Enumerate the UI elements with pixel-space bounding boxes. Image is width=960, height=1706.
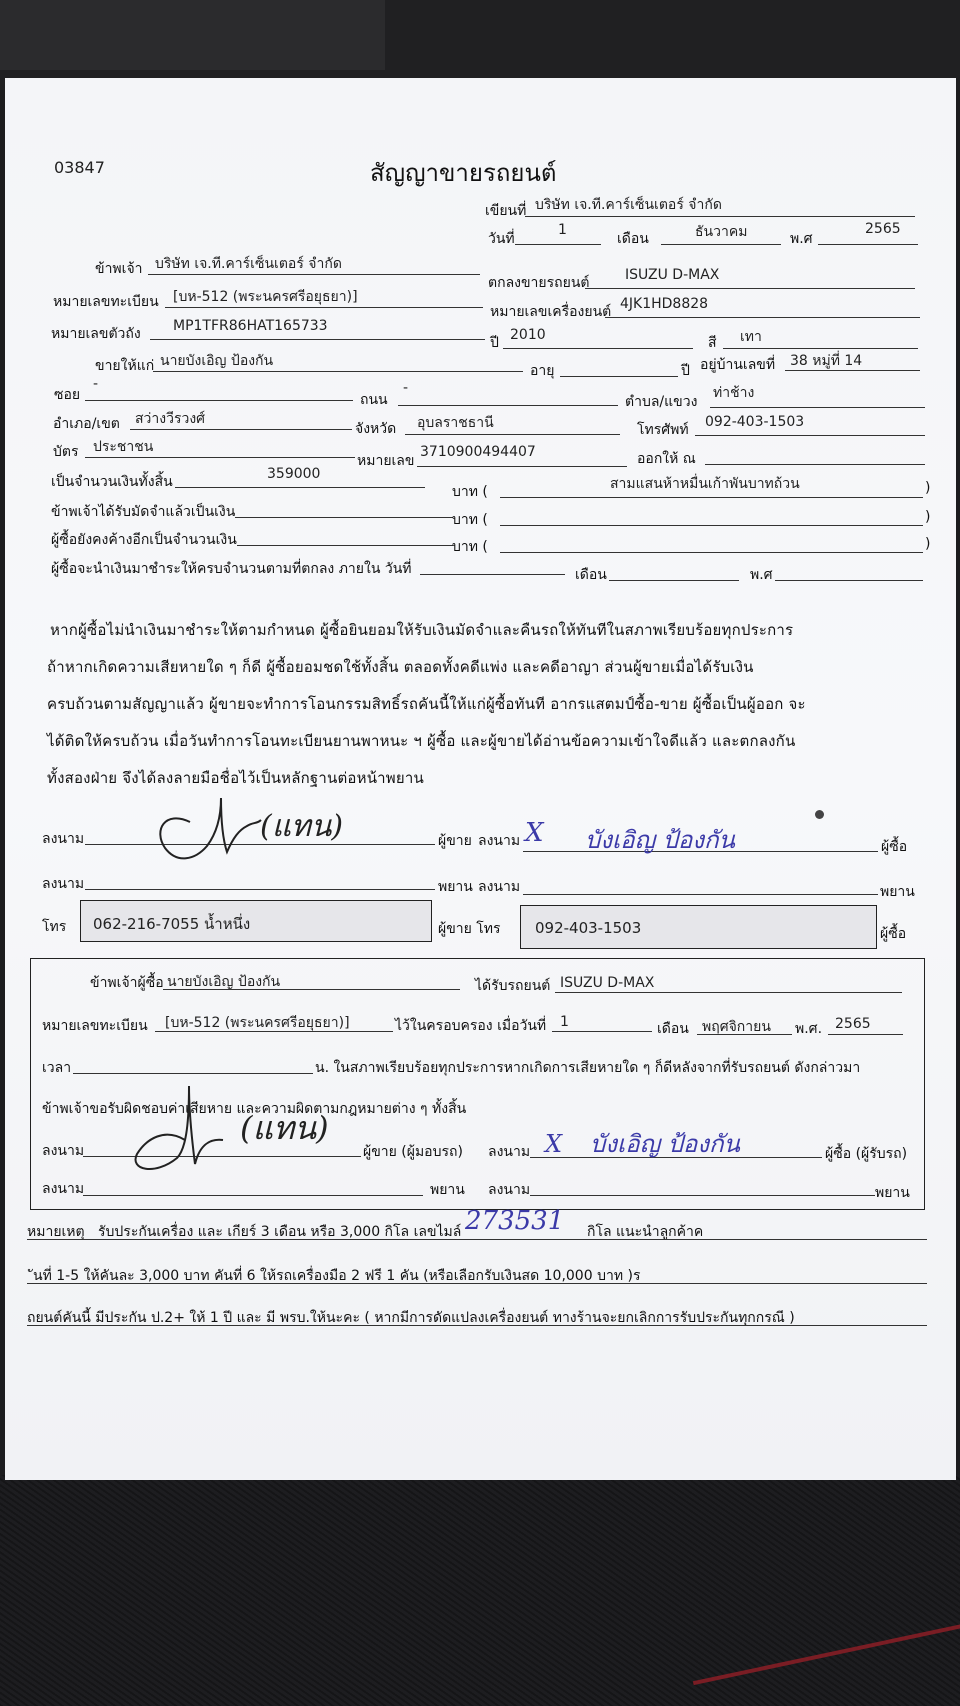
soi-value: - — [93, 376, 99, 392]
tel-label: โทร — [42, 919, 67, 935]
witness1-sign-label: ลงนาม — [42, 876, 85, 892]
district-value: สว่างวีรวงศ์ — [135, 411, 206, 427]
color-label: สี — [708, 335, 717, 351]
province-value: อุบลราชธานี — [417, 415, 494, 431]
car-model: ISUZU D-MAX — [625, 267, 720, 283]
seller-tel-label: ผู้ขาย โทร — [438, 921, 501, 937]
phone-value: 092-403-1503 — [705, 414, 805, 430]
registration-value: [บห-512 (พระนครศรีอยุธยา)] — [173, 289, 358, 305]
due-label: ผู้ซื้อจะนำเงินมาชำระให้ครบจำนวนตามที่ตกลง ภายใน วันที่ — [51, 561, 412, 577]
seller-phone: 062-216-7055 น้ำหนึ่ง — [93, 915, 251, 933]
ink-dot — [815, 810, 824, 819]
total-in-words: สามแสนห้าหมื่นเก้าพันบาทถ้วน — [610, 476, 800, 492]
dark-mat — [0, 0, 385, 70]
seller-signature-text: (แทน) — [260, 809, 344, 844]
terms-line-4: ได้ติดให้ครบถ้วน เมื่อวันทำการโอนทะเบียนยานพาหนะ ฯ ผู้ซื้อ และผู้ขายได้อ่านข้อความเข้าใจดีแล้ว และตกลงกัน — [47, 732, 796, 750]
seller-sign-label: ลงนาม — [42, 831, 85, 847]
year-value: 2565 — [865, 221, 901, 237]
receipt-reg-label: หมายเลขทะเบียน — [42, 1018, 148, 1034]
agree-label: ตกลงขายรถยนต์ — [488, 275, 590, 291]
received-label: ได้รับรถยนต์ — [475, 978, 551, 994]
day-value: 1 — [558, 222, 567, 238]
buyer-name: นายบังเอิญ ป้องกัน — [160, 353, 274, 369]
card-number: 3710900494407 — [420, 444, 536, 460]
terms-line-1: หากผู้ซื้อไม่นำเงินมาชำระให้ตามกำหนด ผู้ซื้อยินยอมให้รับเงินมัดจำและคืนรถให้ทันทีในสภาพเรียบร้อยทุกประการ — [50, 621, 794, 639]
due-month-label: เดือน — [575, 567, 607, 583]
receipt-car: ISUZU D-MAX — [560, 975, 655, 991]
address-label: อยู่บ้านเลขที่ — [700, 357, 776, 373]
total-label: เป็นจำนวนเงินทั้งสิ้น — [51, 474, 173, 490]
buyer-mark: X — [525, 818, 544, 848]
receipt-witness2-role: พยาน — [875, 1185, 910, 1201]
receipt-buyer-name: นายบังเอิญ ป้องกัน — [167, 974, 281, 990]
model-year-label: ปี — [490, 335, 499, 351]
seller-name: บริษัท เจ.ที.คาร์เซ็นเตอร์ จำกัด — [155, 256, 342, 272]
subdistrict-value: ท่าช้าง — [713, 385, 755, 401]
sell-to-label: ขายให้แก่ — [95, 358, 155, 374]
witness2-sign-label: ลงนาม — [478, 879, 521, 895]
receipt-witness1-role: พยาน — [430, 1182, 465, 1198]
receipt-day: 1 — [560, 1014, 569, 1030]
receipt-seller-signature-text: (แทน) — [240, 1109, 329, 1147]
written-at-value: บริษัท เจ.ที.คาร์เซ็นเตอร์ จำกัด — [535, 197, 722, 213]
possession-label: ไว้ในครอบครอง เมื่อวันที่ — [395, 1018, 547, 1034]
notes-line-2: ันที่ 1-5 ให้คันละ 3,000 บาท คันที่ 6 ให้รถเครื่องมือ 2 ฟรี 1 คัน (หรือเลือกรับเงินสด 10,000 บาท )ร — [33, 1268, 641, 1284]
buyer-phone-role: ผู้ซื้อ — [880, 926, 907, 942]
receipt-buyer-sign-label: ลงนาม — [488, 1144, 531, 1160]
table-surface-bottom — [0, 1475, 960, 1706]
receipt-month: พฤศจิกายน — [702, 1019, 771, 1035]
buyer-role-label: ผู้ซื้อ — [881, 839, 908, 855]
liability-text: ข้าพเจ้าขอรับผิดชอบค่าเสียหาย และความผิดตามกฎหมายต่าง ๆ ทั้งสิ้น — [42, 1101, 467, 1117]
remaining-label: ผู้ซื้อยังคงค้างอีกเป็นจำนวนเงิน — [51, 532, 237, 548]
seller-role-label: ผู้ขาย — [438, 833, 472, 849]
condition-text: น. ในสภาพเรียบร้อยทุกประการหากเกิดการเสียหายใด ๆ ก็ดีหลังจากที่รับรถยนต์ ดังกล่าวมา — [315, 1060, 861, 1076]
receipt-year-label: พ.ศ. — [795, 1021, 823, 1037]
chassis-value: MP1TFR86HAT165733 — [173, 318, 328, 334]
receipt-month-label: เดือน — [657, 1021, 689, 1037]
buyer-phone-box — [520, 905, 877, 949]
due-year-label: พ.ศ — [750, 567, 773, 583]
buyer-phone: 092-403-1503 — [535, 919, 642, 937]
witness2-role-label: พยาน — [880, 884, 915, 900]
engine-value: 4JK1HD8828 — [620, 296, 709, 312]
date-label: วันที่ — [488, 231, 515, 247]
remaining-baht-label: บาท ( — [452, 539, 488, 555]
deposit-baht-label: บาท ( — [452, 512, 488, 528]
contract-paper — [5, 78, 956, 1480]
notes-label: หมายเหตุ — [27, 1224, 85, 1240]
chassis-label: หมายเลขตัวถัง — [51, 326, 141, 342]
time-label: เวลา — [42, 1060, 72, 1076]
district-label: อำเภอ/เขต — [53, 416, 120, 432]
buyer-signature: บังเอิญ ป้องกัน — [585, 826, 735, 854]
deposit-close-paren: ) — [925, 509, 931, 525]
soi-label: ซอย — [54, 387, 81, 403]
buyer-sign-label: ลงนาม — [478, 833, 521, 849]
receipt-witness1-sign-label: ลงนาม — [42, 1181, 85, 1197]
deposit-label: ข้าพเจ้าได้รับมัดจำแล้วเป็นเงิน — [51, 504, 236, 520]
terms-line-5: ทั้งสองฝ่าย จึงได้ลงลายมือชื่อไว้เป็นหลักฐานต่อหน้าพยาน — [47, 769, 424, 787]
phone-label: โทรศัพท์ — [637, 422, 689, 438]
age-label: อายุ — [530, 363, 555, 379]
receipt-witness2-sign-label: ลงนาม — [488, 1182, 531, 1198]
card-type: ประชาชน — [93, 439, 154, 455]
notes-line-1-end: กิโล แนะนำลูกค้าค — [587, 1224, 704, 1240]
notes-line-3: ถยนต์คันนี้ มีประกัน ป.2+ ให้ 1 ปี และ มี พรบ.ให้นะคะ ( หากมีการดัดแปลงเครื่องยนต์ ทางร้านจะยกเลิกการรับประกันทุกกรณี ) — [27, 1310, 795, 1326]
witness1-role-label: พยาน — [438, 879, 473, 895]
road-label: ถนน — [360, 392, 388, 408]
receipt-buyer-mark: X — [545, 1130, 563, 1158]
receipt-buyer-role: ผู้ซื้อ (ผู้รับรถ) — [825, 1146, 908, 1162]
card-label: บัตร — [53, 444, 79, 460]
receipt-year: 2565 — [835, 1016, 871, 1032]
month-value: ธันวาคม — [695, 224, 748, 240]
receipt-buyer-label: ข้าพเจ้าผู้ซื้อ — [90, 975, 164, 991]
color-value: เทา — [740, 329, 762, 345]
close-paren: ) — [925, 480, 931, 496]
road-value: - — [403, 380, 409, 396]
model-year-value: 2010 — [510, 327, 546, 343]
document-title: สัญญาขายรถยนต์ — [370, 159, 557, 187]
receipt-buyer-signature: บังเอิญ ป้องกัน — [590, 1130, 740, 1158]
receipt-seller-sign-label: ลงนาม — [42, 1143, 85, 1159]
remaining-close-paren: ) — [925, 536, 931, 552]
age-unit: ปี — [681, 363, 690, 379]
i-label: ข้าพเจ้า — [95, 261, 143, 277]
terms-line-3: ครบถ้วนตามสัญญาแล้ว ผู้ขายจะทำการโอนกรรมสิทธิ์รถคันนี้ให้แก่ผู้ซื้อทันที อากรแสตมป์ซื้อ-ขาย ผู้ซื้อเป็นผู้ออก จะ — [47, 695, 806, 713]
province-label: จังหวัด — [355, 421, 397, 437]
issued-at-label: ออกให้ ณ — [637, 451, 696, 467]
mileage-value: 273531 — [465, 1206, 565, 1236]
receipt-reg: [บห-512 (พระนครศรีอยุธยา)] — [165, 1015, 350, 1031]
card-number-label: หมายเลข — [357, 453, 415, 469]
registration-label: หมายเลขทะเบียน — [53, 294, 159, 310]
terms-line-2: ถ้าหากเกิดความเสียหายใด ๆ ก็ดี ผู้ซื้อยอมชดใช้ทั้งสิ้น ตลอดทั้งคดีแพ่ง และคดีอาญา ส่วนผู้ขายเมื่อได้รับเงิน — [47, 658, 754, 676]
seller-phone-box — [80, 900, 432, 942]
notes-line-1: รับประกันเครื่อง และ เกียร์ 3 เดือน หรือ 3,000 กิโล เลขไมล์ — [98, 1224, 462, 1240]
subdistrict-label: ตำบล/แขวง — [625, 394, 698, 410]
address-value: 38 หมู่ที่ 14 — [790, 353, 863, 369]
document-number: 03847 — [54, 158, 105, 177]
baht-label: บาท ( — [452, 484, 488, 500]
engine-label: หมายเลขเครื่องยนต์ — [490, 304, 612, 320]
receipt-seller-role: ผู้ขาย (ผู้มอบรถ) — [363, 1144, 463, 1160]
month-label: เดือน — [617, 231, 649, 247]
total-amount: 359000 — [267, 466, 321, 482]
year-label: พ.ศ — [790, 231, 813, 247]
written-at-label: เขียนที่ — [485, 203, 527, 219]
